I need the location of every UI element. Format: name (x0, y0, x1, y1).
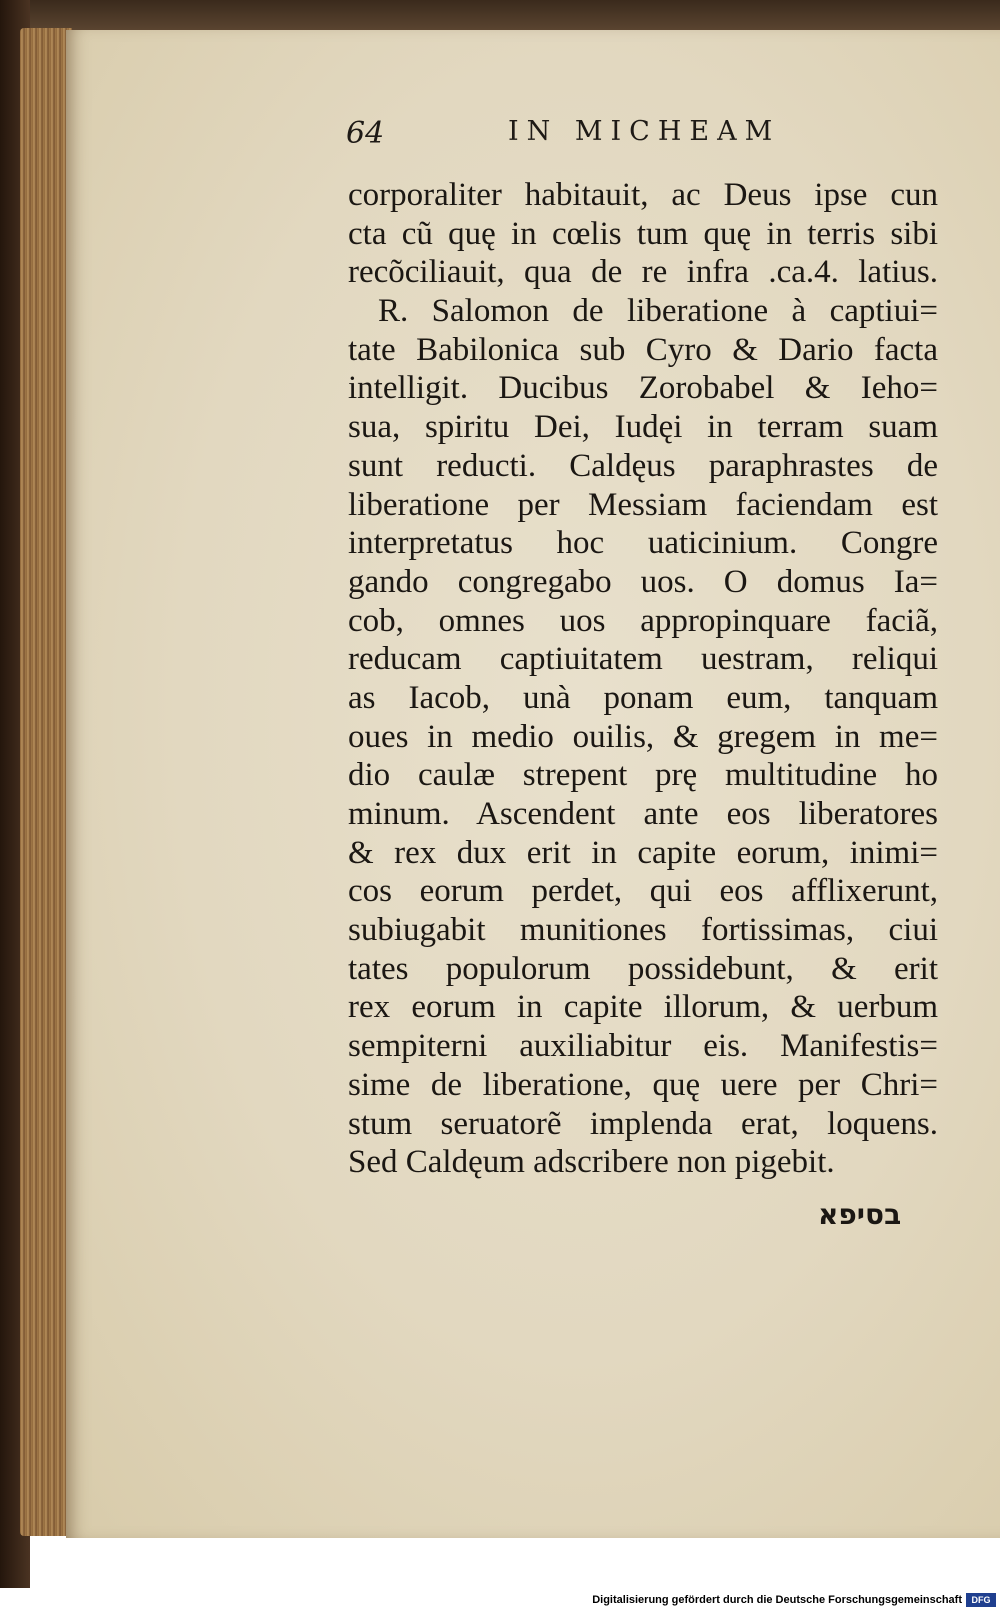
text-line: sime de liberatione, quę uere per Chri= (348, 1066, 938, 1103)
text-line: intelligit. Ducibus Zorobabel & Ieho= (348, 370, 938, 407)
text-line: cob, omnes uos appropinquare faciã, (348, 602, 938, 639)
text-line: sempiterni auxiliabitur eis. Manifestis= (348, 1028, 938, 1065)
page-edges (20, 28, 72, 1536)
text-line: tates populorum possidebunt, & erit (348, 950, 938, 987)
text-line: interpretatus hoc uaticinium. Congre (348, 525, 938, 562)
book-cover-top (0, 0, 1000, 30)
text-line: cta cũ quę in cœlis tum quę in terris sibi (348, 215, 938, 252)
text-line: recõciliauit, qua de re infra .ca.4. latius. (348, 254, 938, 291)
text-line: corporaliter habitauit, ac Deus ipse cun (348, 177, 938, 213)
text-line: sua, spiritu Dei, Iudęi in terram suam (348, 409, 938, 446)
text-line: & rex dux erit in capite eorum, inimi= (348, 834, 938, 871)
text-line: cos eorum perdet, qui eos afflixerunt, (348, 873, 938, 910)
text-line: minum. Ascendent ante eos liberatores (348, 796, 938, 832)
text-line: Sed Caldęum adscribere non pigebit. (348, 1144, 835, 1181)
funding-credit: Digitalisierung gefördert durch die Deutsche Forschungsgemeinschaft (592, 1594, 962, 1606)
text-line: subiugabit munitiones fortissimas, ciui (348, 912, 938, 949)
text-line: rex eorum in capite illorum, & uerbum (348, 989, 938, 1026)
text-line: oues in medio ouilis, & gregem in me= (348, 718, 938, 755)
text-line: as Iacob, unà ponam eum, tanquam (348, 679, 938, 716)
running-head: IN MICHEAM (508, 116, 781, 147)
page-number: 64 (346, 116, 385, 151)
text-line: liberatione per Messiam faciendam est (348, 486, 938, 523)
text-line: sunt reducti. Caldęus paraphrastes de (348, 447, 938, 484)
text-line: dio caulæ strepent prę multitudine ho (348, 757, 938, 794)
body-text (348, 176, 938, 1182)
text-line: reducam captiuitatem uestram, reliqui (348, 641, 938, 678)
text-line: gando congregabo uos. O domus Ia= (348, 563, 938, 600)
footer-bar (0, 1588, 1000, 1616)
text-line: tate Babilonica sub Cyro & Dario facta (348, 331, 938, 368)
dfg-logo: DFG (966, 1593, 996, 1607)
text-line: R. Salomon de liberatione à captiui= (378, 293, 938, 330)
text-line: stum seruatorẽ implenda erat, loquens. (348, 1105, 938, 1142)
catchword: בסיפא (818, 1198, 902, 1231)
page-header (346, 112, 826, 152)
